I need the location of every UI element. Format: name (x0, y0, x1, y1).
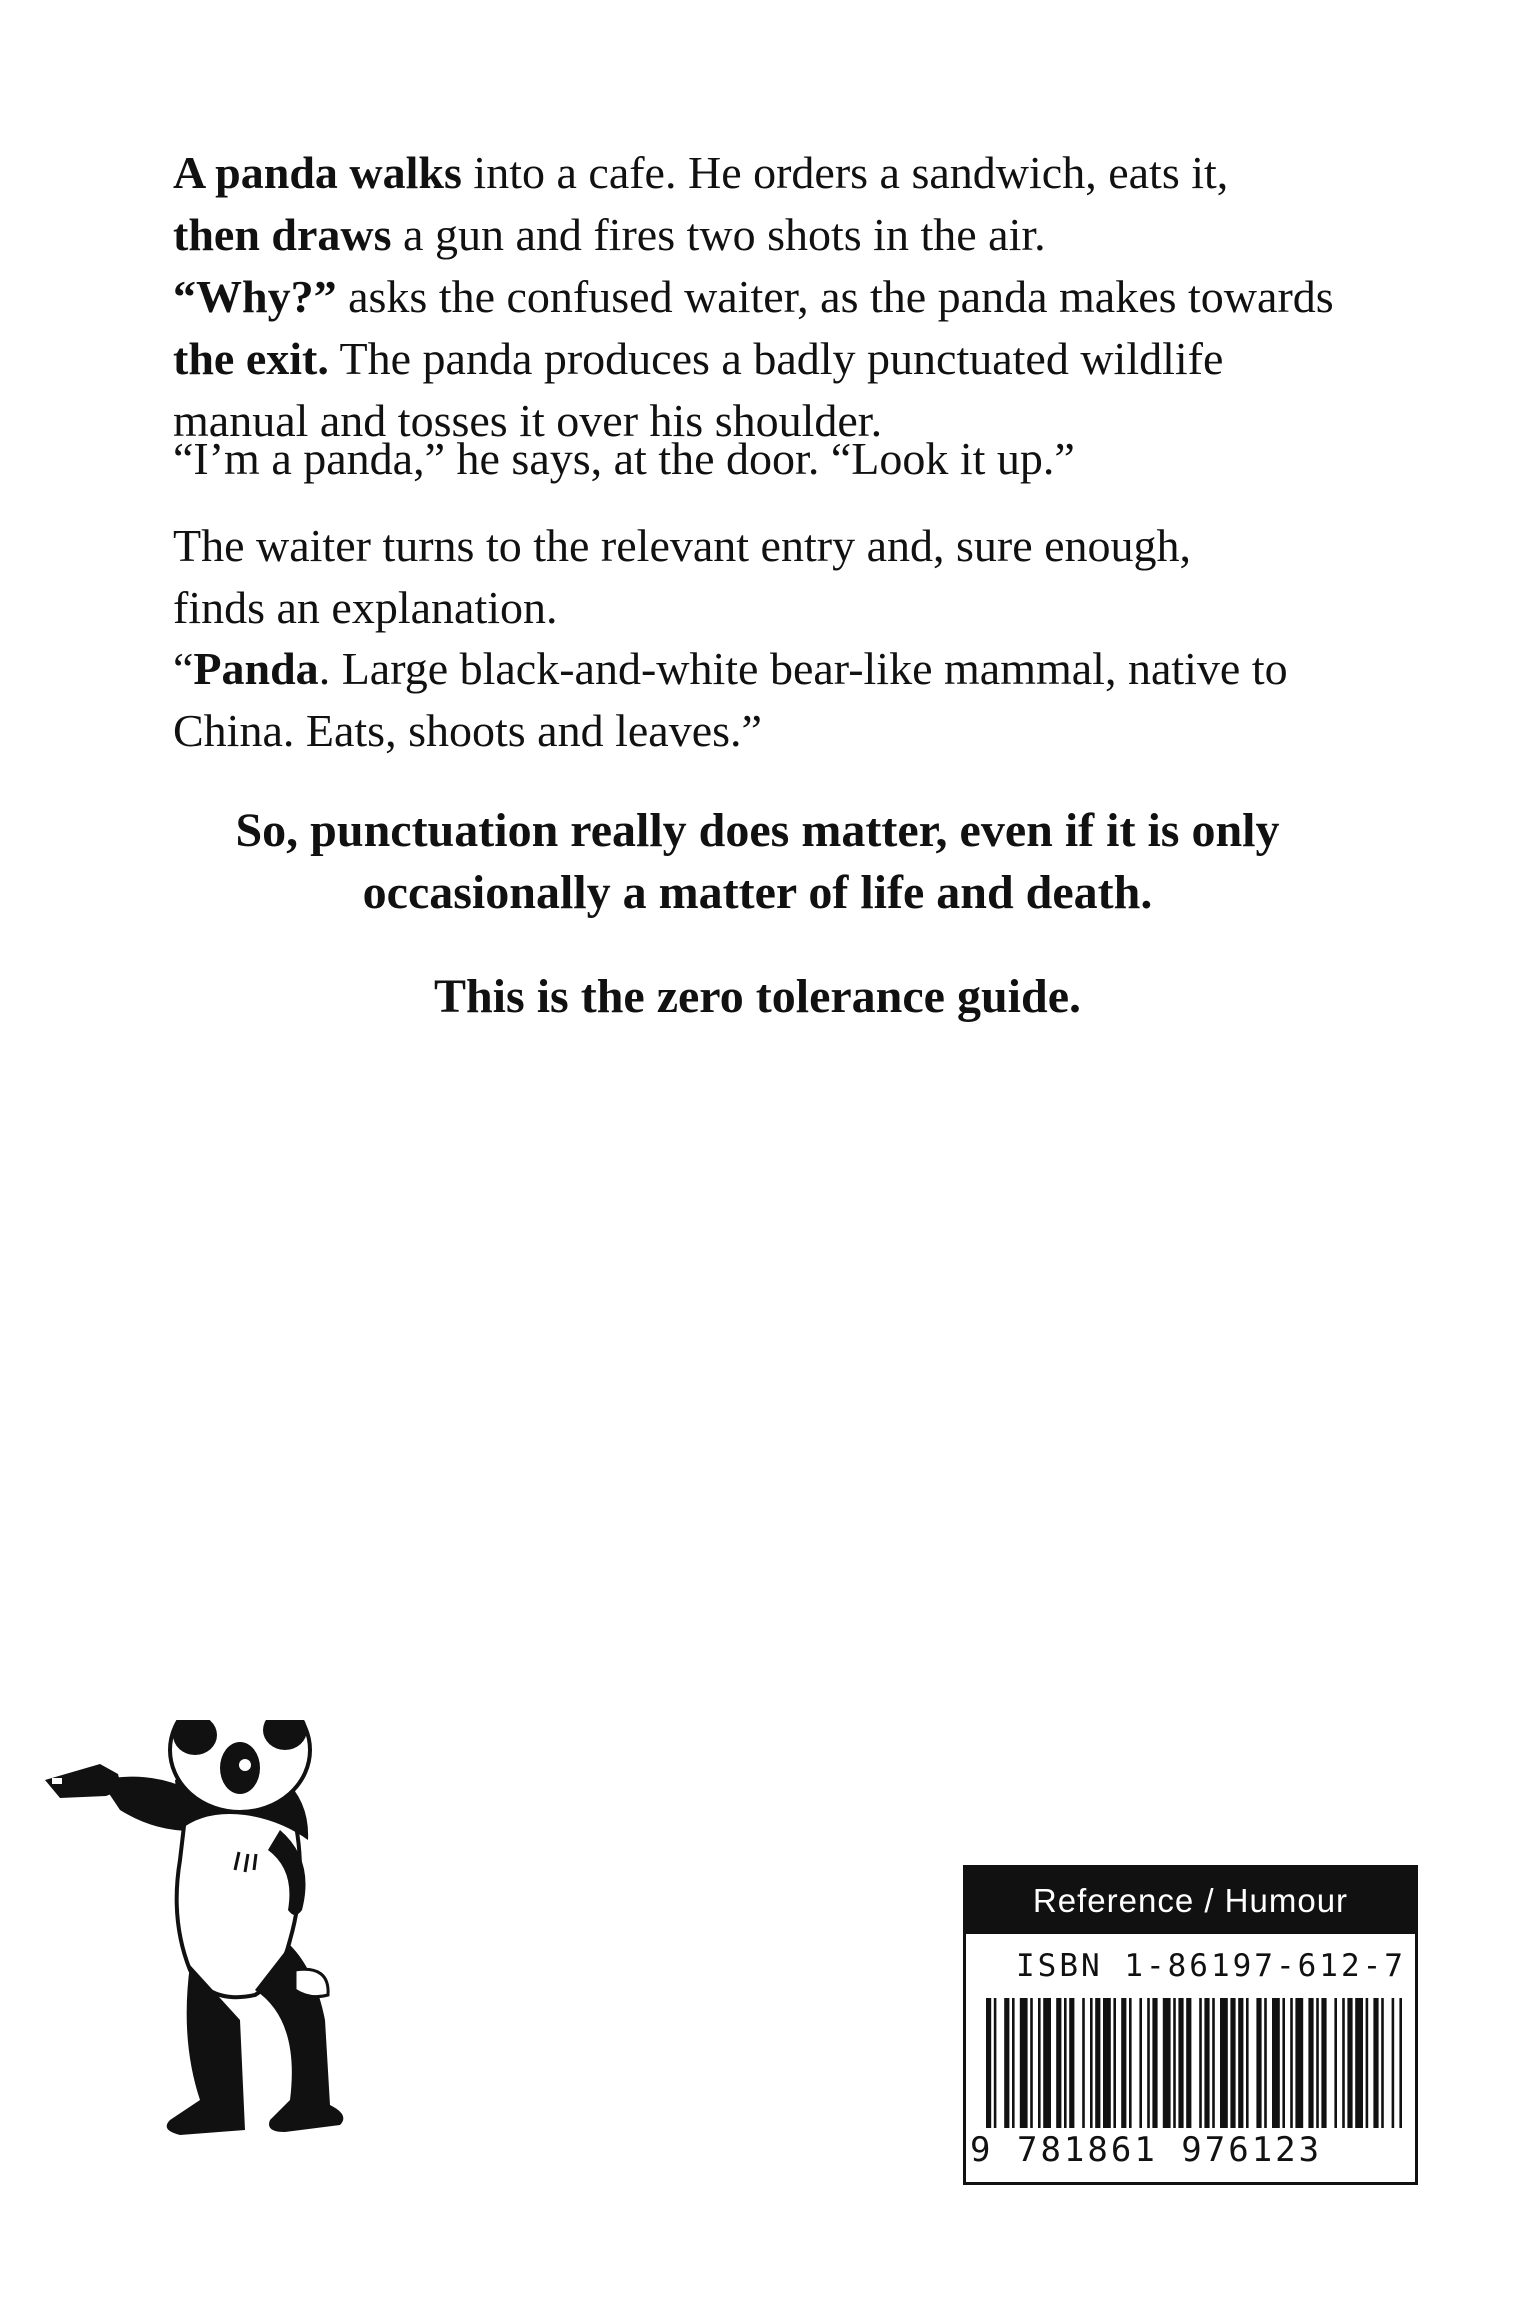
category-label: Reference / Humour (966, 1868, 1415, 1934)
bold-phrase: the exit. (173, 333, 329, 384)
tagline-2 (100, 966, 1415, 1028)
barcode-bar (1355, 1998, 1363, 2128)
bold-phrase: Panda (193, 643, 319, 694)
bold-phrase: “Why?” (173, 271, 337, 322)
text-run: “I’m a panda,” he says, at the door. “Look it up.” (173, 433, 1075, 484)
story-paragraph-3 (173, 428, 1423, 490)
barcode-digit-group-1: 781861 (1016, 2130, 1158, 2170)
barcode-bar (1069, 1998, 1074, 2128)
barcode-bar (1043, 1998, 1051, 2128)
tagline-1 (100, 800, 1415, 924)
text-run: The panda produces a badly punctuated wildlife (328, 333, 1224, 384)
barcode-bar (1308, 1998, 1313, 2128)
barcode-bar (1246, 1998, 1249, 2128)
barcode-bar (1199, 1998, 1202, 2128)
barcode-bar (1264, 1998, 1267, 2128)
text-run: finds an explanation. (173, 582, 558, 633)
barcode-digits (970, 2130, 1410, 2170)
barcode-bar (1220, 1998, 1228, 2128)
text-run: “ (173, 643, 194, 694)
barcode-bar (1173, 1998, 1176, 2128)
text-run: into a cafe. He orders a sandwich, eats it, (461, 147, 1229, 198)
barcode-bars (980, 1998, 1405, 2128)
barcode-bar (1178, 1998, 1183, 2128)
tagline-line: This is the zero tolerance guide. (433, 970, 1082, 1023)
isbn-number: ISBN 1-86197-612-7 (1016, 1948, 1406, 1984)
barcode-bar (1056, 1998, 1061, 2128)
barcode-bar (1316, 1998, 1319, 2128)
panda-with-gun-icon (40, 1720, 460, 2200)
barcode-bar (1212, 1998, 1215, 2128)
barcode-bar (1230, 1998, 1235, 2128)
barcode-bar (1095, 1998, 1100, 2128)
barcode-bar (1399, 1998, 1402, 2128)
text-run: asks the confused waiter, as the panda makes towards (336, 271, 1334, 322)
barcode-bar (1204, 1998, 1209, 2128)
barcode-bar (1139, 1998, 1142, 2128)
barcode-bar (1012, 1998, 1015, 2128)
text-run: manual and tosses it over his shoulder. (173, 395, 883, 446)
text-run: The waiter turns to the relevant entry and, sure enough, (173, 520, 1192, 571)
text-run: . Large black-and-white bear-like mammal, native to (318, 643, 1288, 694)
story-paragraph-1 (173, 142, 1423, 266)
barcode-bar (1064, 1998, 1067, 2128)
barcode-bar (1020, 1998, 1028, 2128)
barcode-bar (1256, 1998, 1261, 2128)
barcode-bar (1366, 1998, 1369, 2128)
barcode-bar (1121, 1998, 1126, 2128)
barcode-digit-first: 9 (970, 2130, 994, 2170)
barcode-bar (1238, 1998, 1243, 2128)
barcode-bar (1342, 1998, 1345, 2128)
barcode-bar (1282, 1998, 1285, 2128)
barcode-bar (1347, 1998, 1352, 2128)
story-paragraph-2 (173, 266, 1423, 452)
barcode-bar (1272, 1998, 1280, 2128)
story-paragraph-4 (173, 515, 1423, 639)
barcode-bar (1321, 1998, 1326, 2128)
barcode-bar (1004, 1998, 1009, 2128)
barcode-bar (1373, 1998, 1378, 2128)
text-run: China. Eats, shoots and leaves.” (173, 705, 762, 756)
bold-phrase: then draws (173, 209, 392, 260)
barcode-bar (1103, 1998, 1111, 2128)
tagline-line: So, punctuation really does matter, even if it is only (235, 804, 1280, 857)
barcode-bar (1090, 1998, 1093, 2128)
barcode-bar (1392, 1998, 1395, 2128)
barcode-bar (1152, 1998, 1157, 2128)
barcode-bar (1381, 1998, 1384, 2128)
barcode-bar (1147, 1998, 1150, 2128)
barcode-bar (1038, 1998, 1041, 2128)
barcode-bar (1163, 1998, 1171, 2128)
barcode-bar (1129, 1998, 1132, 2128)
barcode-bar (1295, 1998, 1303, 2128)
barcode-bar (1082, 1998, 1085, 2128)
text-run: a gun and fires two shots in the air. (391, 209, 1046, 260)
barcode-bar (1113, 1998, 1116, 2128)
barcode-bar (986, 1998, 991, 2128)
barcode-bar (1334, 1998, 1337, 2128)
tagline-line: occasionally a matter of life and death. (362, 866, 1153, 919)
barcode-bar (1290, 1998, 1293, 2128)
story-paragraph-5 (173, 638, 1423, 762)
barcode-bar (1030, 1998, 1033, 2128)
barcode-bar (994, 1998, 997, 2128)
barcode-bar (1186, 1998, 1191, 2128)
bold-phrase: A panda walks (173, 147, 462, 198)
barcode-digit-group-2: 976123 (1181, 2130, 1323, 2170)
barcode-box (963, 1865, 1418, 2185)
